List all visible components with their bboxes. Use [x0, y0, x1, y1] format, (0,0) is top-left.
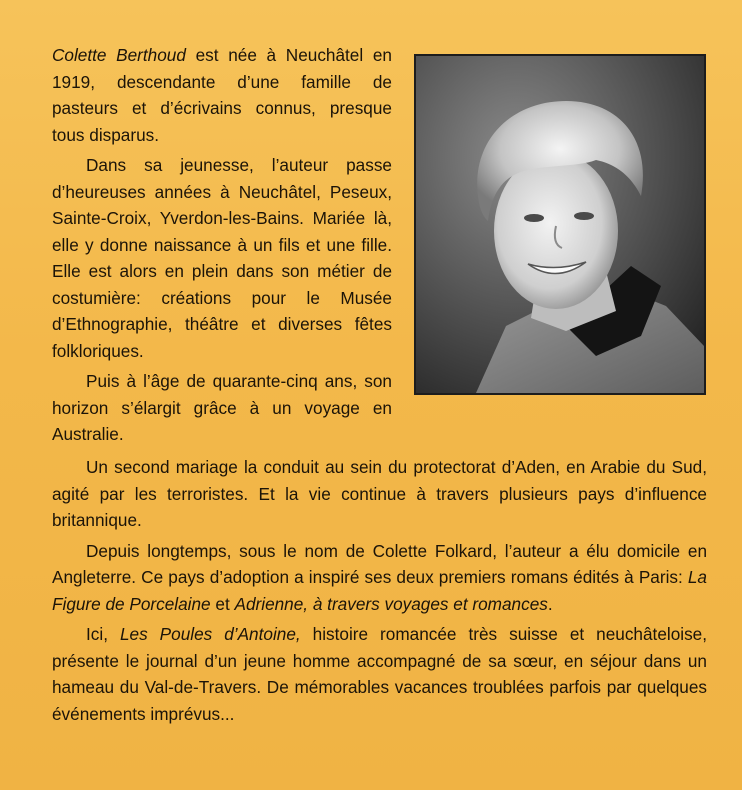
book-title-2: Adrienne, à travers voyages et romances [234, 593, 548, 614]
bio-paragraph-3: Puis à l’âge de quarante-cinq ans, son horizon s’élargit grâce à un voyage en Australie. [52, 371, 392, 444]
bio-paragraph-6 [52, 621, 707, 727]
bio-paragraph-6-text: histoire romancée très suisse et neuchâteloise, présente le journal d’un jeune homme accompagné de sa sœur, en séjour dans un hameau du Val-de-Travers. De mémorables vacances troublées parfois par quelques événements imprévus... [52, 624, 707, 724]
bio-paragraph-1-text: est née à Neuchâtel en 1919, descendante d’une famille de pasteurs et d’écrivains connus, presque tous disparus. [52, 45, 392, 145]
bio-upper-column [52, 42, 392, 452]
bio-paragraph-5-and: et [210, 593, 235, 614]
bio-paragraph-2: Dans sa jeunesse, l’auteur passe d’heureuses années à Neuchâtel, Peseux, Sainte-Croix, Yverdon-les-Bains. Mariée là, elle y donne naissance à un fils et une fille. Elle est alors en plein dans son métier de costumière: créations pour le Musée d’Ethnographie, théâtre et diverses fêtes folkloriques. [52, 155, 392, 361]
author-portrait-icon [416, 56, 704, 393]
author-photo [414, 54, 706, 395]
bio-paragraph-6-intro: Ici, [86, 624, 120, 644]
bio-paragraph-5-intro: Depuis longtemps, sous le nom de Colette Folkard, l’auteur a élu domicile en Angleterre. Ce pays d’adoption a inspiré ses deux premiers romans édités à Paris: [52, 540, 707, 587]
author-name: Colette Berthoud [52, 45, 186, 65]
book-title-3: Les Poules d’Antoine, [119, 624, 301, 644]
bio-paragraph-4: Un second mariage la conduit au sein du protectorat d’Aden, en Arabie du Sud, agité par les terroristes. Et la vie continue à travers plusieurs pays d’influence britannique. [52, 457, 707, 530]
book-title-1: La Figure de Porcelaine [52, 567, 707, 614]
bio-paragraph-1 [52, 42, 392, 148]
bio-paragraph-5-end: . [547, 593, 553, 614]
bio-lower-block [52, 454, 707, 731]
bio-paragraph-5 [52, 538, 707, 618]
